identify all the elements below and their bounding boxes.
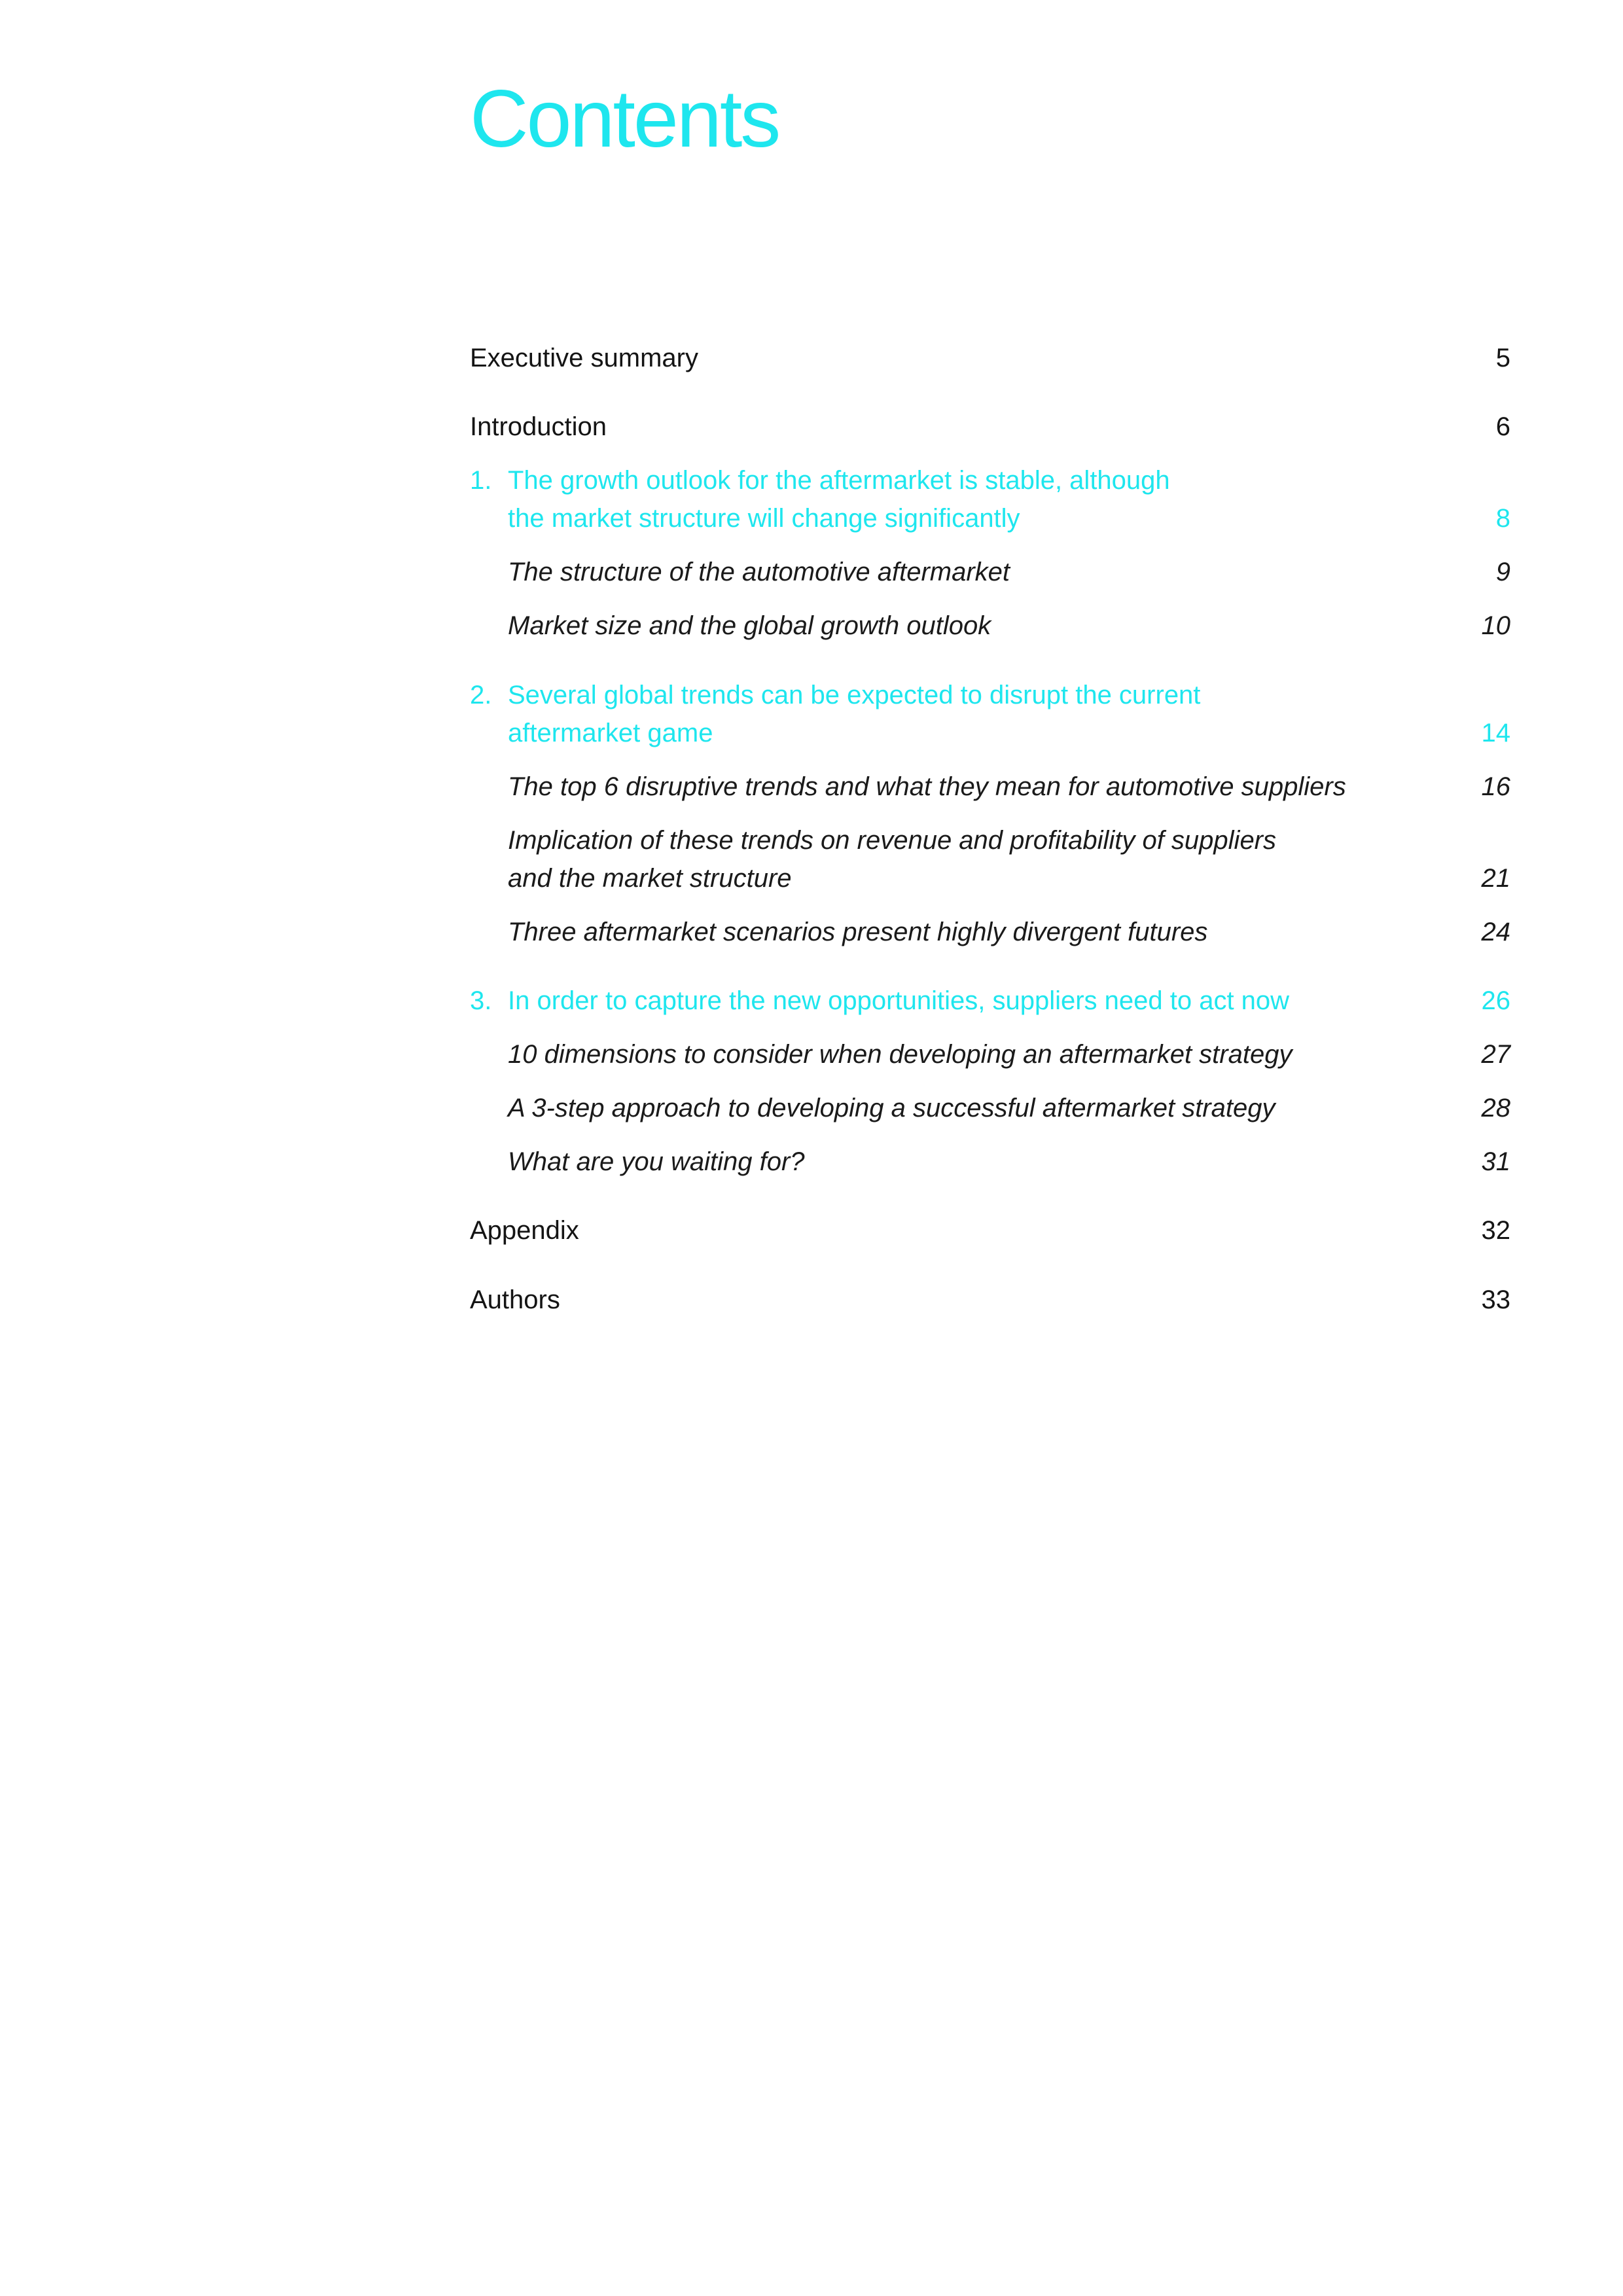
subentry-page: 21: [1481, 864, 1510, 893]
subentry-label: A 3-step approach to developing a successful aftermarket strategy: [508, 1094, 1275, 1122]
chapter-title-line2: the market structure will change significantly: [508, 504, 1020, 533]
chapter-number: 3.: [470, 986, 492, 1015]
subentry-label: What are you waiting for?: [508, 1147, 805, 1176]
toc-entry-page: 5: [1495, 344, 1510, 372]
subentry-label-line1: Implication of these trends on revenue and profitability of suppliers: [508, 826, 1277, 855]
chapter-page: 8: [1495, 504, 1510, 533]
subentry-page: 16: [1481, 772, 1510, 801]
chapter-title-line1: The growth outlook for the aftermarket is stable, although: [508, 466, 1170, 495]
toc-entry-label: Executive summary: [470, 344, 698, 372]
toc-entry-page: 32: [1481, 1216, 1510, 1245]
subentry-label: The top 6 disruptive trends and what they mean for automotive suppliers: [508, 772, 1346, 801]
subentry-label: The structure of the automotive aftermarket: [508, 558, 1010, 586]
chapter-number: 1.: [470, 466, 492, 495]
chapter-page: 14: [1481, 719, 1510, 747]
subentry-label: Three aftermarket scenarios present highly divergent futures: [508, 918, 1208, 946]
toc-entry-label: Appendix: [470, 1216, 579, 1245]
toc-entry-page: 33: [1481, 1285, 1510, 1314]
subentry-page: 31: [1481, 1147, 1510, 1176]
subentry-label: 10 dimensions to consider when developing an aftermarket strategy: [508, 1040, 1293, 1069]
chapter-title-line1: Several global trends can be expected to disrupt the current: [508, 681, 1201, 709]
chapter-title-line1: In order to capture the new opportunities, suppliers need to act now: [508, 986, 1290, 1015]
toc-entry-label: Introduction: [470, 412, 607, 441]
subentry-label: Market size and the global growth outlook: [508, 611, 991, 640]
subentry-page: 27: [1481, 1040, 1510, 1069]
toc-entry-page: 6: [1495, 412, 1510, 441]
subentry-page: 9: [1495, 558, 1510, 586]
subentry-page: 28: [1481, 1094, 1510, 1122]
chapter-number: 2.: [470, 681, 492, 709]
subentry-page: 10: [1481, 611, 1510, 640]
subentry-page: 24: [1481, 918, 1510, 946]
chapter-title-line2: aftermarket game: [508, 719, 713, 747]
chapter-page: 26: [1481, 986, 1510, 1015]
toc-entry-label: Authors: [470, 1285, 560, 1314]
page-title: Contents: [470, 74, 779, 164]
subentry-label-line2: and the market structure: [508, 864, 792, 893]
